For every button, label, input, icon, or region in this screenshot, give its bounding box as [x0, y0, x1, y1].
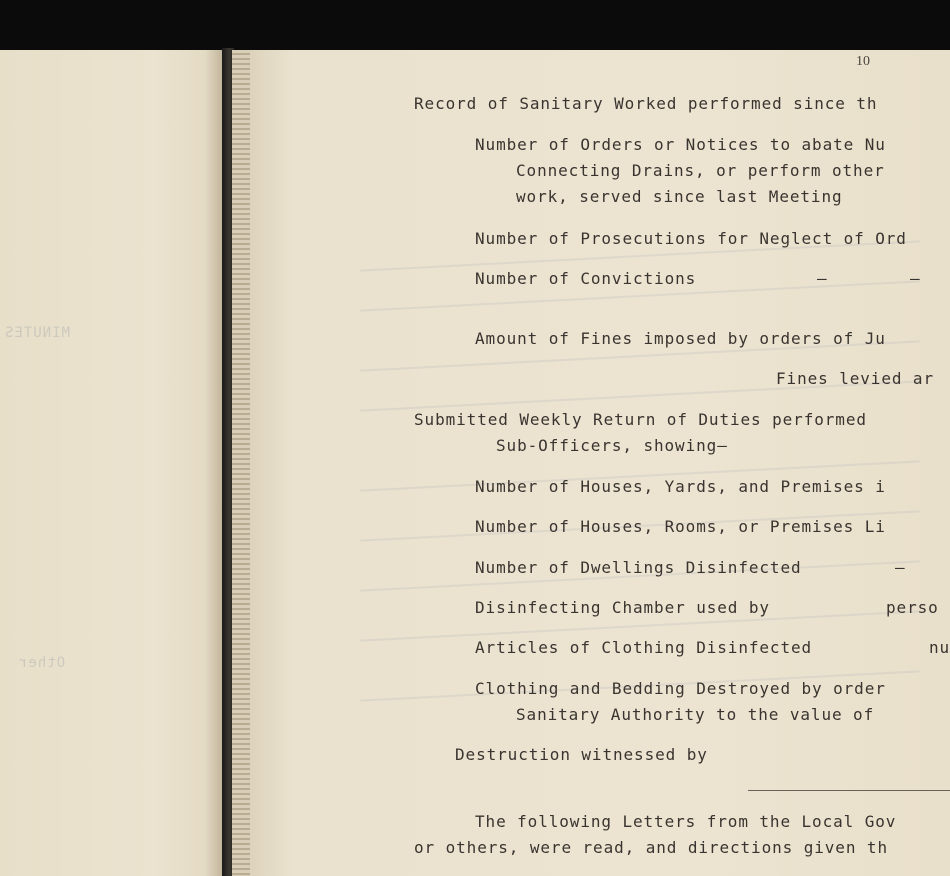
left-page-bleed-text: MINUTES — [4, 325, 71, 341]
dwellings-disinfected-line: Number of Dwellings Disinfected — [475, 558, 802, 577]
record-heading: Record of Sanitary Worked performed since th — [414, 94, 878, 113]
houses-limewashed-line: Number of Houses, Rooms, or Premises Li — [475, 517, 886, 536]
page-edge — [232, 50, 250, 876]
letters-line-2: or others, were read, and directions given th — [414, 838, 888, 857]
dwellings-dash: – — [895, 558, 906, 577]
left-page — [0, 50, 222, 876]
orders-line-1: Number of Orders or Notices to abate Nu — [475, 135, 886, 154]
clothing-destroyed-line-2: Sanitary Authority to the value of — [516, 705, 875, 724]
convictions-line: Number of Convictions — [475, 269, 697, 288]
fines-levied-line: Fines levied ar — [776, 369, 934, 388]
weekly-return-line-1: Submitted Weekly Return of Duties performed — [414, 410, 867, 429]
orders-line-3: work, served since last Meeting — [516, 187, 843, 206]
chamber-persons: perso — [886, 598, 939, 617]
chamber-used-line: Disinfecting Chamber used by — [475, 598, 770, 617]
weekly-return-line-2: Sub-Officers, showing— — [496, 436, 728, 455]
signature-rule — [748, 790, 950, 791]
left-page-bleed-text: Other — [18, 655, 66, 671]
prosecutions-line: Number of Prosecutions for Neglect of Ord — [475, 229, 907, 248]
clothing-disinfected-line: Articles of Clothing Disinfected — [475, 638, 813, 657]
page-number: 10 — [856, 54, 870, 69]
destruction-witnessed-line: Destruction witnessed by — [455, 745, 708, 764]
houses-inspected-line: Number of Houses, Yards, and Premises i — [475, 477, 886, 496]
top-dark-border — [0, 0, 950, 50]
orders-line-2: Connecting Drains, or perform other — [516, 161, 885, 180]
fines-imposed-line: Amount of Fines imposed by orders of Ju — [475, 329, 886, 348]
convictions-dash: – — [817, 269, 828, 288]
clothing-destroyed-line-1: Clothing and Bedding Destroyed by order — [475, 679, 886, 698]
clothing-number: nu — [929, 638, 950, 657]
convictions-dash: – — [910, 269, 921, 288]
letters-line-1: The following Letters from the Local Gov — [475, 812, 897, 831]
